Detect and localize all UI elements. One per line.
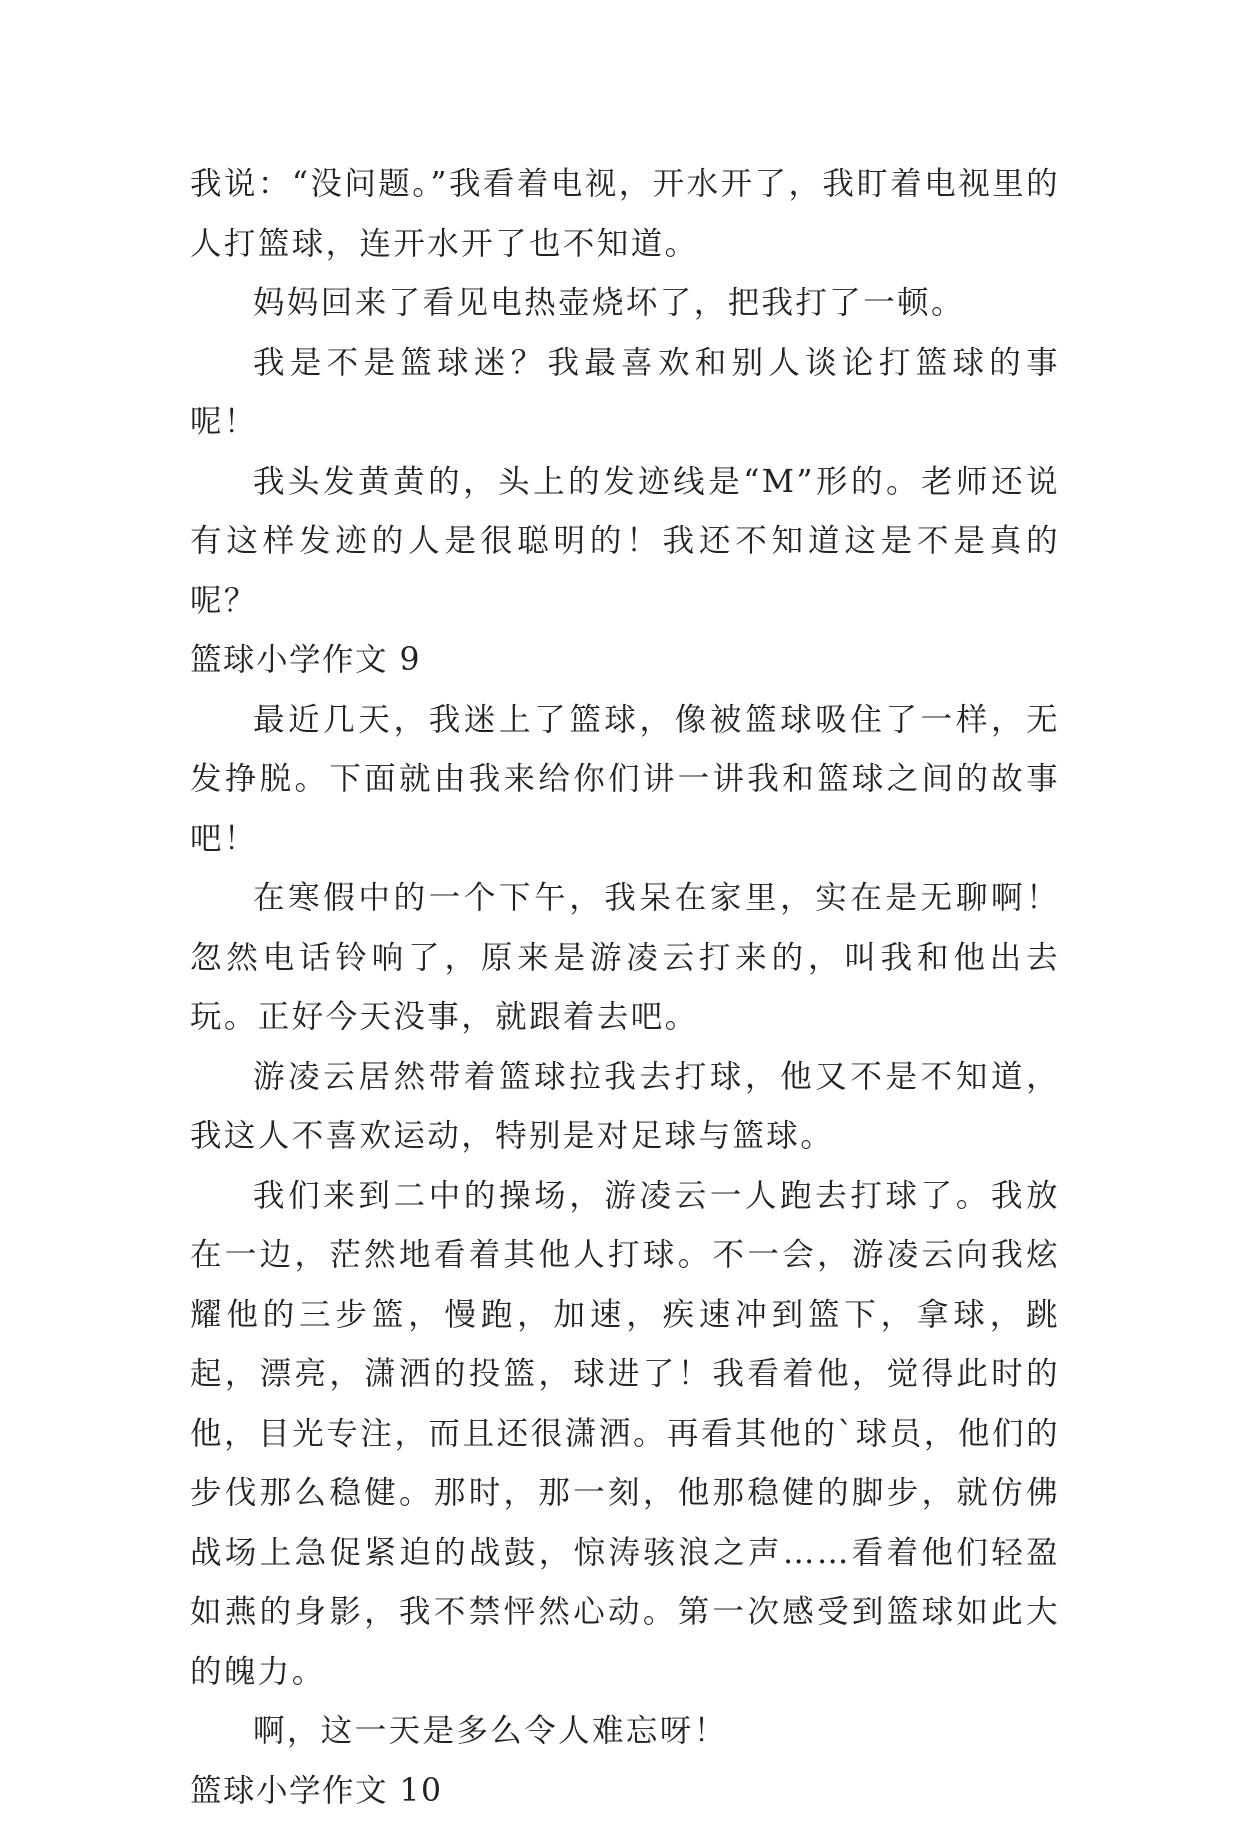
paragraph: 我头发黄黄的，头上的发迹线是“M”形的。老师还说有这样发迹的人是很聪明的！我还不知道这是不是真的呢？: [190, 453, 1060, 632]
paragraph: 游凌云居然带着篮球拉我去打球，他又不是不知道，我这人不喜欢运动，特别是对足球与篮球。: [190, 1048, 1060, 1167]
paragraph: 妈妈回来了看见电热壶烧坏了，把我打了一顿。: [190, 274, 1060, 334]
paragraph: 我说：“没问题。”我看着电视，开水开了，我盯着电视里的人打篮球，连开水开了也不知道。: [190, 155, 1060, 274]
section-heading: 篮球小学作文 9: [190, 631, 1060, 691]
paragraph: 啊，这一天是多么令人难忘呀！: [190, 1702, 1060, 1762]
document-page: [190, 155, 1060, 1821]
section-heading: 篮球小学作文 10: [190, 1762, 1060, 1821]
paragraph: 在寒假中的一个下午，我呆在家里，实在是无聊啊！忽然电话铃响了，原来是游凌云打来的，叫我和他出去玩。正好今天没事，就跟着去吧。: [190, 869, 1060, 1048]
paragraph: 最近几天，我迷上了篮球，像被篮球吸住了一样，无发挣脱。下面就由我来给你们讲一讲我和篮球之间的故事吧！: [190, 691, 1060, 870]
paragraph: 我是不是篮球迷？我最喜欢和别人谈论打篮球的事呢！: [190, 334, 1060, 453]
paragraph: 我们来到二中的操场，游凌云一人跑去打球了。我放在一边，茫然地看着其他人打球。不一会，游凌云向我炫耀他的三步篮，慢跑，加速，疾速冲到篮下，拿球，跳起，漂亮，潇洒的投篮，球进了！我看着他，觉得此时的他，目光专注，而且还很潇洒。再看其他的`球员，他们的步伐那么稳健。那时，那一刻，他那稳健的脚步，就仿佛战场上急促紧迫的战鼓，惊涛骇浪之声……看着他们轻盈如燕的身影，我不禁怦然心动。第一次感受到篮球如此大的魄力。: [190, 1167, 1060, 1703]
